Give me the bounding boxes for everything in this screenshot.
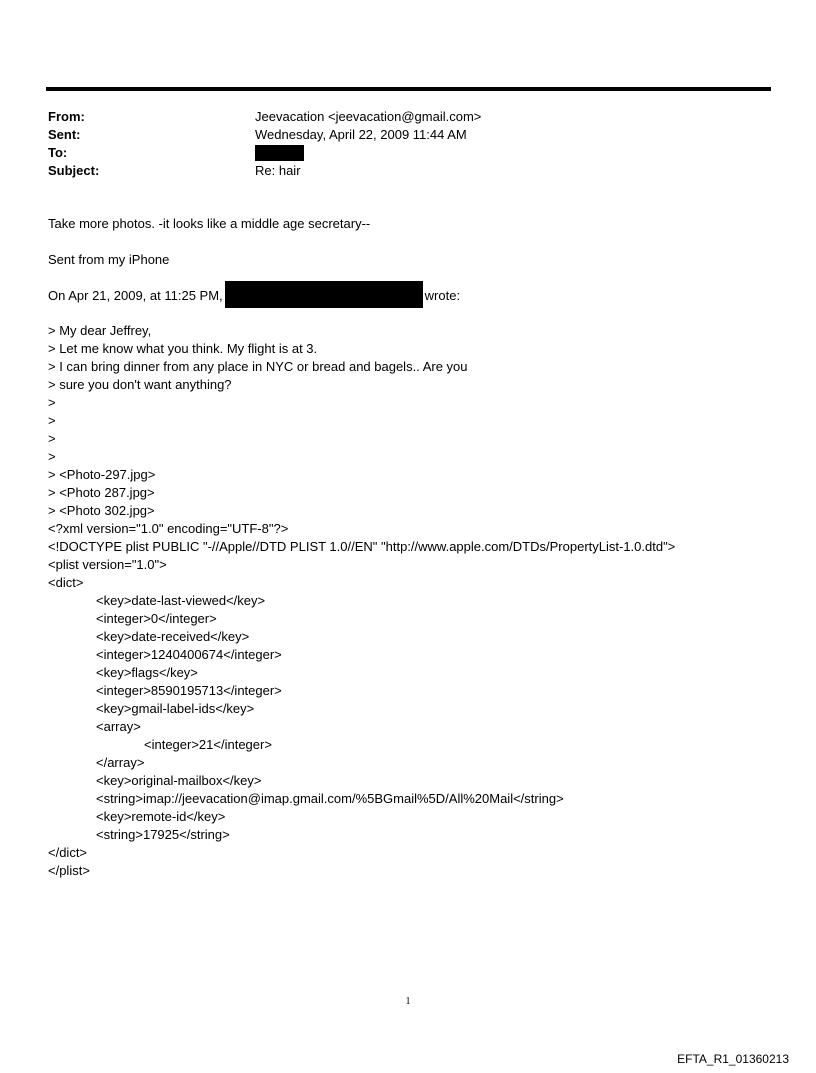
plist-line: <string>imap://jeevacation@imap.gmail.com/%5BGmail%5D/All%20Mail</string>	[96, 791, 564, 806]
plist-line: <string>17925</string>	[96, 827, 230, 842]
quoted-line: >	[48, 431, 56, 446]
message-text: Take more photos. -it looks like a middle age secretary--	[48, 216, 371, 231]
plist-line: <key>date-received</key>	[96, 629, 250, 644]
plist-line: <integer>1240400674</integer>	[96, 647, 282, 662]
plist-line: <!DOCTYPE plist PUBLIC "-//Apple//DTD PLIST 1.0//EN" "http://www.apple.com/DTDs/PropertyList-1.0.dtd">	[48, 539, 676, 554]
bates-stamp: EFTA_R1_01360213	[677, 1052, 789, 1066]
plist-line: <array>	[96, 719, 141, 734]
sender-redaction	[225, 281, 423, 308]
page-number: 1	[405, 996, 411, 1007]
subject-row	[48, 162, 748, 180]
quote-intro	[48, 287, 460, 314]
plist-line: <integer>0</integer>	[96, 611, 217, 626]
plist-line: <key>original-mailbox</key>	[96, 773, 262, 788]
quoted-body	[48, 322, 675, 880]
plist-line: <integer>8590195713</integer>	[96, 683, 282, 698]
subject-value: Re: hair	[255, 163, 301, 178]
quoted-line: > <Photo-297.jpg>	[48, 467, 156, 482]
header-rule	[46, 87, 771, 91]
plist-line: <?xml version="1.0" encoding="UTF-8"?>	[48, 521, 289, 536]
email-header	[48, 108, 748, 180]
to-label: To:	[48, 145, 68, 160]
quoted-line: >	[48, 413, 56, 428]
from-row	[48, 108, 748, 126]
sent-label: Sent:	[48, 127, 81, 142]
quote-intro-prefix: On Apr 21, 2009, at 11:25 PM,	[48, 288, 223, 303]
quoted-line: > sure you don't want anything?	[48, 377, 232, 392]
plist-line: <dict>	[48, 575, 84, 590]
plist-line: <key>remote-id</key>	[96, 809, 226, 824]
quoted-line: > <Photo 302.jpg>	[48, 503, 155, 518]
plist-line: <key>gmail-label-ids</key>	[96, 701, 255, 716]
sent-row	[48, 126, 748, 144]
plist-line: <plist version="1.0">	[48, 557, 167, 572]
plist-line: </array>	[96, 755, 145, 770]
plist-line: </dict>	[48, 845, 88, 860]
quoted-line: >	[48, 449, 56, 464]
quoted-line: > Let me know what you think. My flight is at 3.	[48, 341, 318, 356]
to-row	[48, 144, 748, 162]
plist-line: <integer>21</integer>	[144, 737, 272, 752]
from-label: From:	[48, 109, 85, 124]
plist-line: </plist>	[48, 863, 90, 878]
quoted-line: > My dear Jeffrey,	[48, 323, 152, 338]
plist-line: <key>date-last-viewed</key>	[96, 593, 266, 608]
quoted-line: > I can bring dinner from any place in NYC or bread and bagels.. Are you	[48, 359, 468, 374]
to-redaction	[255, 145, 304, 161]
quote-intro-suffix: wrote:	[424, 288, 461, 303]
from-value: Jeevacation <jeevacation@gmail.com>	[255, 109, 482, 124]
sent-value: Wednesday, April 22, 2009 11:44 AM	[255, 127, 467, 142]
subject-label: Subject:	[48, 163, 100, 178]
plist-line: <key>flags</key>	[96, 665, 198, 680]
quoted-line: >	[48, 395, 56, 410]
signature-text: Sent from my iPhone	[48, 252, 170, 267]
quoted-line: > <Photo 287.jpg>	[48, 485, 155, 500]
